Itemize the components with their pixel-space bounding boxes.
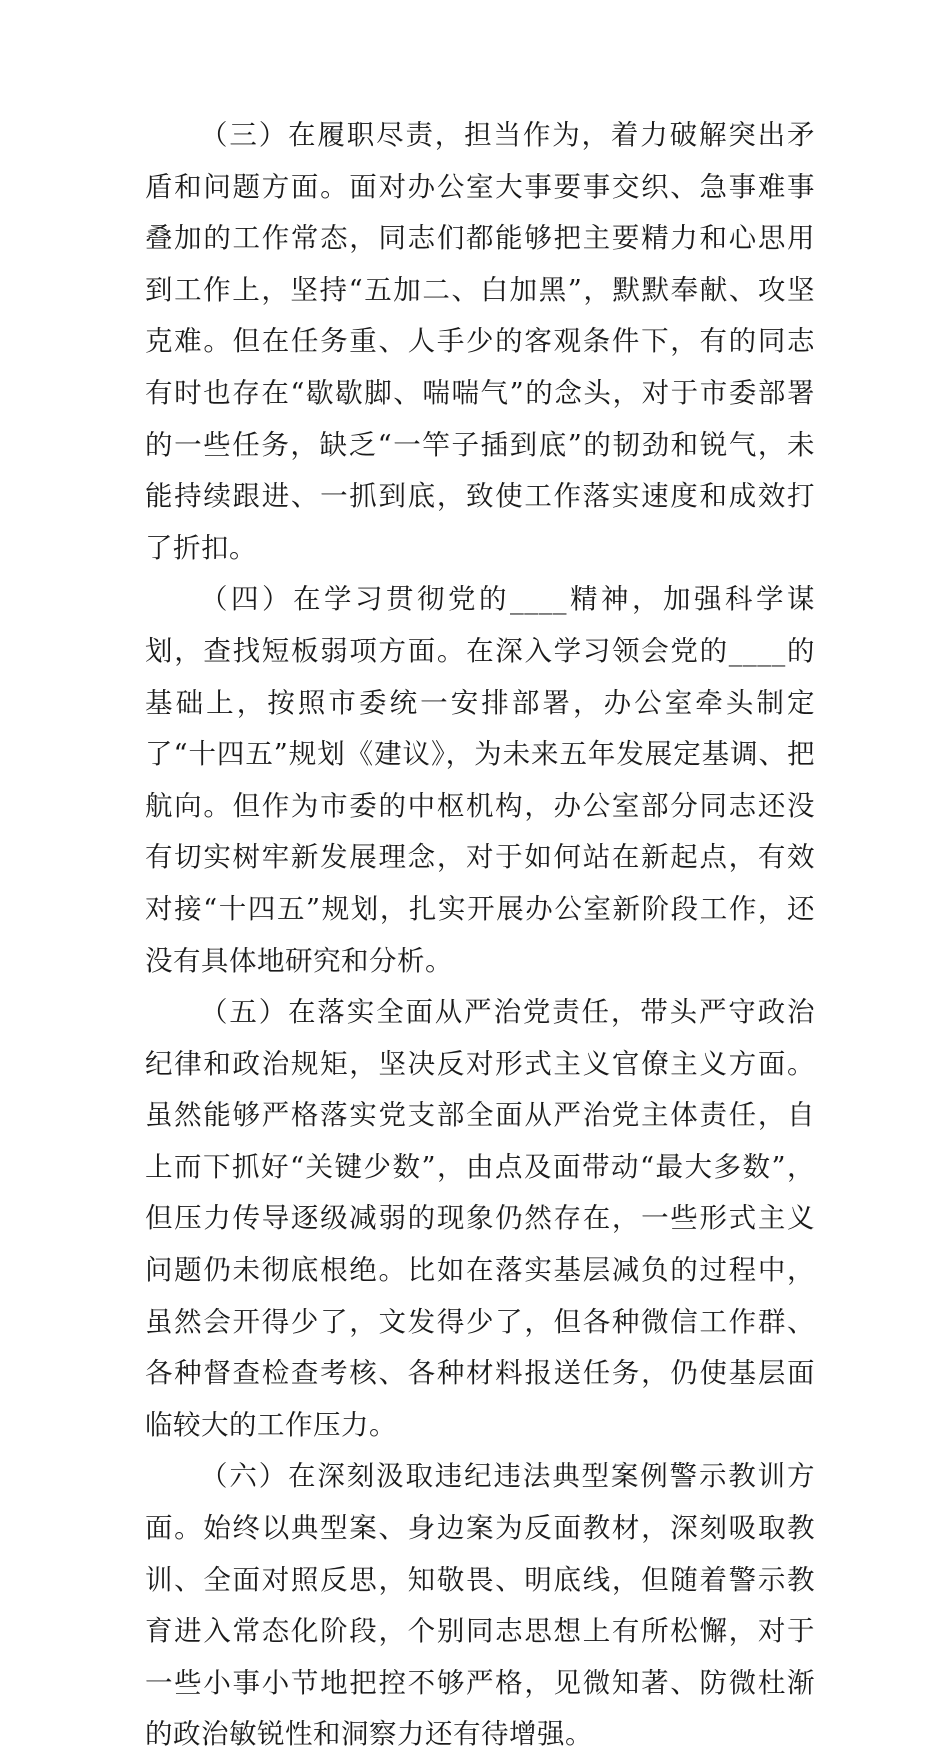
paragraph-section-4: （四）在学习贯彻党的____精神，加强科学谋划，查找短板弱项方面。在深入学习领会党的____的基础上，按照市委统一安排部署，办公室牵头制定了“十四五”规划《建议》，为未来五年发展定基调、把航向。但作为市委的中枢机构，办公室部分同志还没有切实树牢新发展理念，对于如何站在新起点，有效对接“十四五”规划，扎实开展办公室新阶段工作，还没有具体地研究和分析。 [145, 583, 815, 977]
paragraph-section-5: （五）在落实全面从严治党责任，带头严守政治纪律和政治规矩，坚决反对形式主义官僚主义方面。虽然能够严格落实党支部全面从严治党主体责任，自上而下抓好“关键少数”，由点及面带动“最大多数”，但压力传导逐级减弱的现象仍然存在，一些形式主义问题仍未彻底根绝。比如在落实基层减负的过程中，虽然会开得少了，文发得少了，但各种微信工作群、各种督查检查考核、各种材料报送任务，仍使基层面临较大的工作压力。 [145, 996, 815, 1441]
paragraph-section-6: （六）在深刻汲取违纪违法典型案例警示教训方面。始终以典型案、身边案为反面教材，深刻吸取教训、全面对照反思，知敬畏、明底线，但随着警示教育进入常态化阶段，个别同志思想上有所松懈，对于一些小事小节地把控不够严格，见微知著、防微杜渐的政治敏锐性和洞察力还有待增强。 [145, 1460, 815, 1751]
document-body [145, 110, 815, 1761]
paragraph-section-3: （三）在履职尽责，担当作为，着力破解突出矛盾和问题方面。面对办公室大事要事交织、急事难事叠加的工作常态，同志们都能够把主要精力和心思用到工作上，坚持“五加二、白加黑”，默默奉献、攻坚克难。但在任务重、人手少的客观条件下，有的同志有时也存在“歇歇脚、喘喘气”的念头，对于市委部署的一些任务，缺乏“一竿子插到底”的韧劲和锐气，未能持续跟进、一抓到底，致使工作落实速度和成效打了折扣。 [145, 119, 815, 564]
